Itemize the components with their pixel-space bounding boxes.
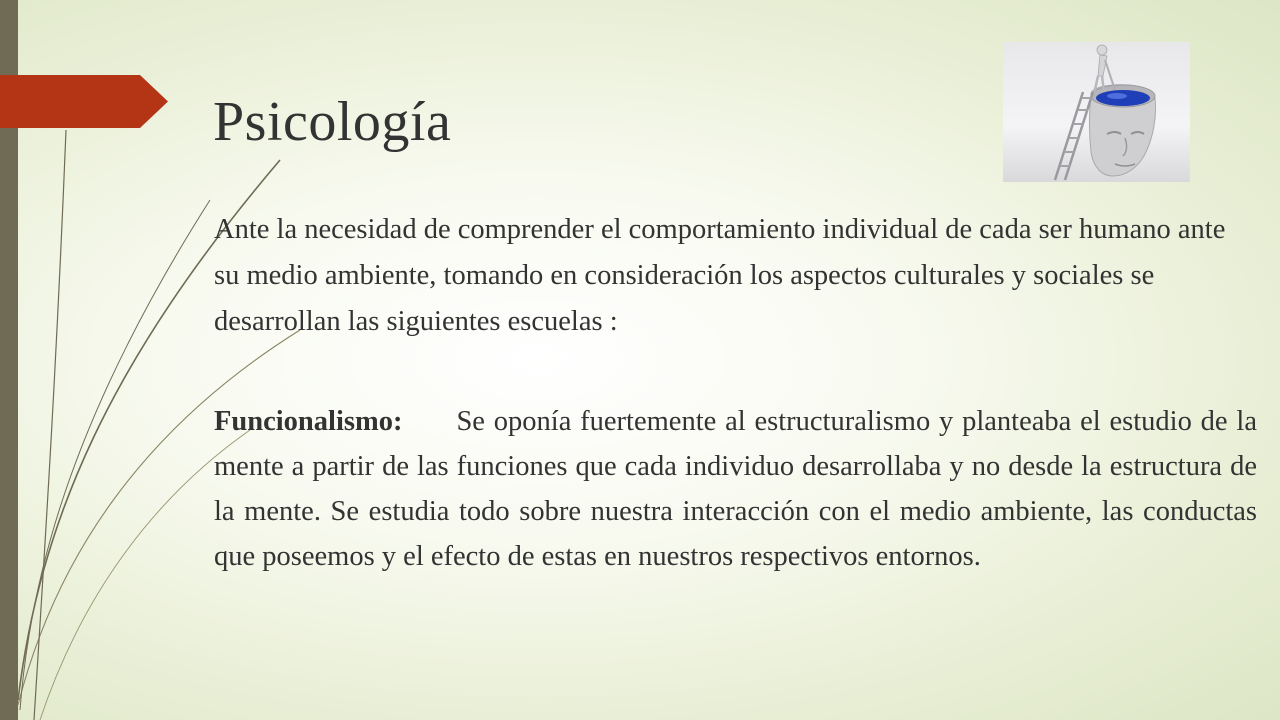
slide-title: Psicología	[213, 91, 452, 153]
funcionalismo-term: Funcionalismo:	[214, 406, 403, 437]
intro-paragraph: Ante la necesidad de comprender el comportamiento individual de cada ser humano ante su medio ambiente, tomando en consideración los aspectos culturales y sociales se desarrollan las siguientes escuelas :	[214, 214, 1226, 337]
head-with-ladder-icon	[1003, 42, 1190, 182]
funcionalismo-paragraph	[214, 399, 1257, 579]
title-accent-arrow	[0, 75, 168, 128]
funcionalismo-description: Se oponía fuertemente al estructuralismo y planteaba el estudio de la mente a partir de las funciones que cada individuo desarrollaba y no desde la estructura de la mente. Se estudia todo sobre nuestra interacción con el medio ambiente, las conductas que poseemos y el efecto de estas en nuestros respectivos entornos.	[214, 406, 1257, 572]
